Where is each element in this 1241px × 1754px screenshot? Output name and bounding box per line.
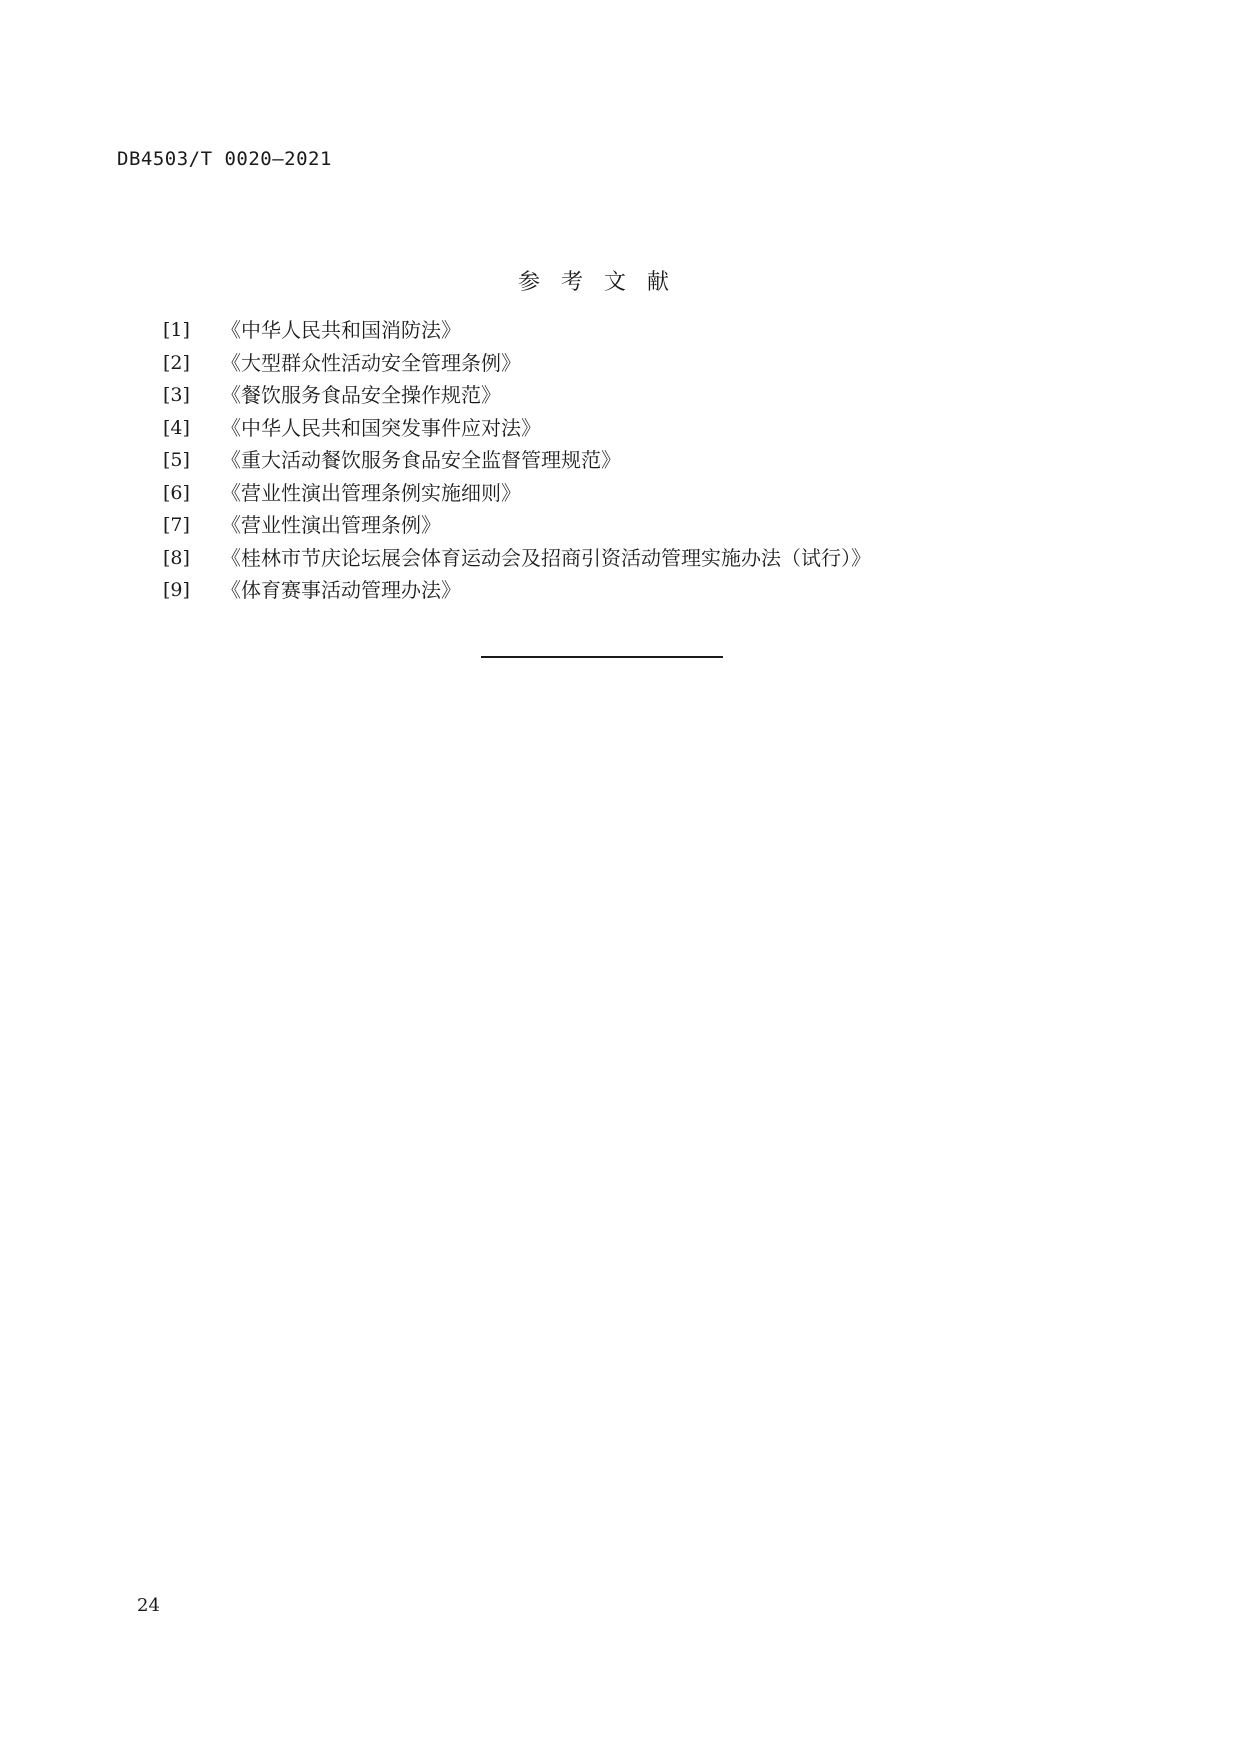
reference-title: 《桂林市节庆论坛展会体育运动会及招商引资活动管理实施办法（试行）》 — [221, 545, 871, 570]
reference-number: [7] — [163, 514, 190, 536]
document-code: DB4503/T 0020—2021 — [117, 148, 332, 170]
reference-item — [163, 314, 871, 347]
reference-title: 《中华人民共和国消防法》 — [221, 318, 461, 342]
reference-number: [4] — [163, 416, 190, 439]
reference-item — [163, 444, 871, 477]
reference-item — [163, 347, 871, 380]
reference-title: 《营业性演出管理条例实施细则》 — [221, 480, 521, 505]
reference-item — [163, 542, 871, 575]
reference-number: [9] — [163, 579, 190, 601]
reference-number: [2] — [163, 351, 190, 374]
reference-number: [8] — [163, 546, 190, 569]
reference-item — [163, 412, 871, 445]
page-number: 24 — [137, 1595, 160, 1616]
reference-number: [3] — [163, 384, 190, 406]
reference-item — [163, 379, 871, 412]
reference-title: 《中华人民共和国突发事件应对法》 — [221, 415, 541, 440]
reference-number: [1] — [163, 319, 190, 341]
reference-title: 《餐饮服务食品安全操作规范》 — [221, 383, 501, 407]
reference-item — [163, 509, 871, 542]
reference-title: 《大型群众性活动安全管理条例》 — [221, 350, 521, 375]
reference-number: [5] — [163, 449, 190, 471]
reference-title: 《营业性演出管理条例》 — [221, 513, 441, 537]
reference-item — [163, 574, 871, 607]
reference-title: 《重大活动餐饮服务食品安全监督管理规范》 — [221, 448, 621, 472]
end-of-document-rule — [481, 656, 723, 658]
reference-item — [163, 477, 871, 510]
reference-title: 《体育赛事活动管理办法》 — [221, 578, 461, 602]
reference-list — [163, 314, 871, 607]
section-title: 参考文献 — [517, 270, 690, 295]
reference-number: [6] — [163, 481, 190, 504]
